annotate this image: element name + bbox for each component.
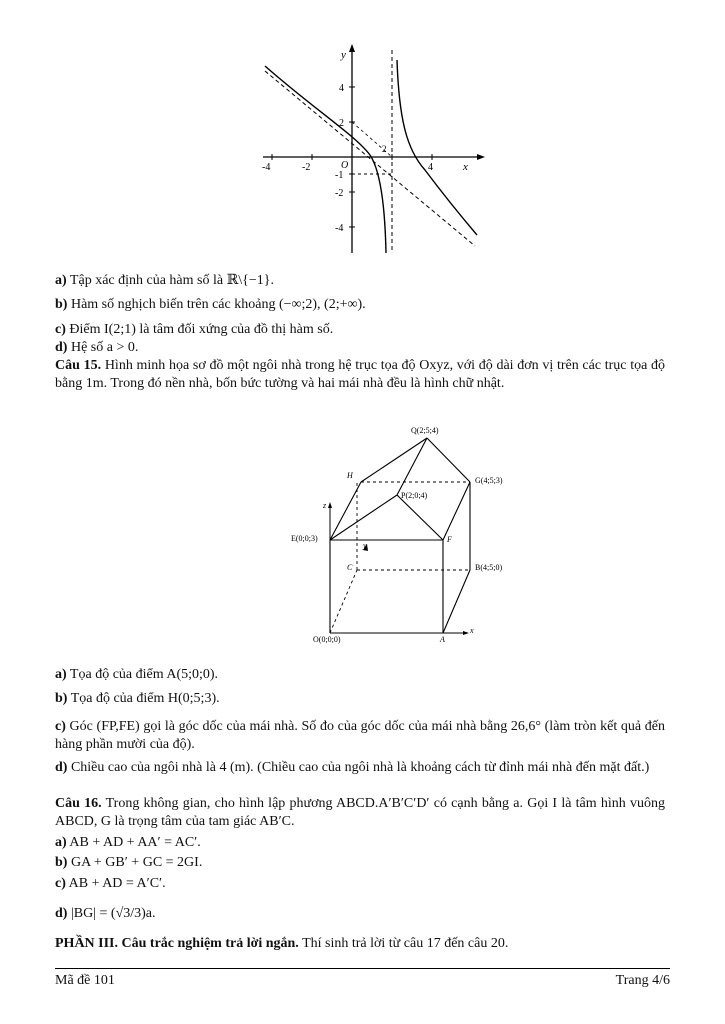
y-tick-4: 4 xyxy=(339,83,344,94)
q16-c-label: c) xyxy=(55,876,66,891)
part3-title: PHẦN III. Câu trắc nghiệm trả lời ngắn. xyxy=(55,936,299,951)
label-G: G(4;5;3) xyxy=(475,476,503,485)
q14-statement-b xyxy=(55,296,665,314)
q15-b-label: b) xyxy=(55,691,68,706)
q16-d-label: d) xyxy=(55,906,68,921)
q16-text: Trong không gian, cho hình lập phương ABCD.A′B′C′D′ có cạnh bằng a. Gọi I là tâm hình vuông ABCD, G là trọng tâm của tam giác AB′C. xyxy=(55,796,665,829)
label-Q: Q(2;5;4) xyxy=(411,426,439,435)
label-z: z xyxy=(323,501,327,510)
label-x: x xyxy=(470,626,474,635)
y-axis-label: y xyxy=(341,49,346,61)
q14-d-label: d) xyxy=(55,340,68,355)
q15-question xyxy=(55,357,665,393)
part3-heading xyxy=(55,935,665,953)
y-tick-m1: -1 xyxy=(335,170,344,181)
q16-title: Câu 16. xyxy=(55,796,102,811)
part3-text: Thí sinh trả lời từ câu 17 đến câu 20. xyxy=(302,936,509,951)
x-tick-m2: -2 xyxy=(302,162,311,173)
q15-c-label: c) xyxy=(55,719,66,734)
q16-a-label: a) xyxy=(55,835,67,850)
q14-b-label: b) xyxy=(55,297,68,312)
label-F: F xyxy=(447,535,452,544)
q16-question xyxy=(55,795,665,831)
q16-statement-a xyxy=(55,834,665,852)
q15-statement-b xyxy=(55,690,665,708)
q15-d-text: Chiều cao của ngôi nhà là 4 (m). (Chiều cao của ngôi nhà là khoảng cách từ đỉnh mái nhà đến mặt đất.) xyxy=(70,760,650,775)
q16-statement-d xyxy=(55,905,665,923)
q15-statement-d xyxy=(55,759,665,777)
q15-b-text: Tọa độ của điểm H(0;5;3). xyxy=(70,691,220,706)
q15-c-text: Góc (FP,FE) gọi là góc dốc của mái nhà. Số đo của góc dốc của mái nhà bằng 26,6° (làm tròn kết quả đến hàng phần mười của độ). xyxy=(55,719,666,752)
x-tick-2-small: 2 xyxy=(382,144,387,154)
q14-c-text: Điểm I(2;1) là tâm đối xứng của đồ thị hàm số. xyxy=(69,322,334,337)
function-graph xyxy=(255,40,485,255)
q16-c-text: AB + AD = A′C′. xyxy=(68,876,166,891)
exam-code: Mã đề 101 xyxy=(55,973,115,988)
q14-c-label: c) xyxy=(55,322,66,337)
page-footer xyxy=(55,968,670,989)
q14-statement-d xyxy=(55,339,665,357)
x-axis-label: x xyxy=(463,161,468,173)
label-C: C xyxy=(347,563,353,572)
q16-statement-c xyxy=(55,875,665,893)
page-number: Trang 4/6 xyxy=(615,973,670,988)
q14-statement-a xyxy=(55,272,665,290)
q14-a-label: a) xyxy=(55,273,67,288)
q16-b-text: GA + GB′ + GC = 2GI. xyxy=(70,855,203,870)
x-tick-m4: -4 xyxy=(262,162,271,173)
q14-statement-c xyxy=(55,321,665,339)
q15-statement-a xyxy=(55,666,665,684)
q15-d-label: d) xyxy=(55,760,68,775)
q16-statement-b xyxy=(55,854,665,872)
q15-a-text: Tọa độ của điểm A(5;0;0). xyxy=(69,667,219,682)
label-E: E(0;0;3) xyxy=(291,534,318,543)
q15-text: Hình minh họa sơ đồ một ngôi nhà trong hệ trục tọa độ Oxyz, với độ dài đơn vị trên các trục tọa độ bằng 1m. Trong đó nền nhà, bốn bức tường và hai mái nhà đều là hình chữ nhật. xyxy=(55,358,666,391)
curve-left-branch xyxy=(265,66,386,253)
y-tick-m4: -4 xyxy=(335,223,344,234)
q14-a-text: Tập xác định của hàm số là ℝ\{−1}. xyxy=(69,273,274,288)
y-tick-m2: -2 xyxy=(335,188,344,199)
q15-a-label: a) xyxy=(55,667,67,682)
label-H: H xyxy=(347,471,353,480)
q15-statement-c xyxy=(55,718,665,754)
label-O: O(0;0;0) xyxy=(313,635,341,644)
y-tick-2: 2 xyxy=(339,118,344,129)
label-y: y xyxy=(363,541,367,550)
q16-b-label: b) xyxy=(55,855,68,870)
q16-d-text: |BG| = (√3/3)a. xyxy=(70,906,156,921)
label-B: B(4;5;0) xyxy=(475,563,503,572)
origin-label: O xyxy=(341,160,349,171)
x-tick-4: 4 xyxy=(428,162,433,173)
q16-a-text: AB + AD + AA′ = AC′. xyxy=(69,835,201,850)
label-P: P(2;0;4) xyxy=(401,491,428,500)
q15-title: Câu 15. xyxy=(55,358,102,373)
label-A: A xyxy=(440,635,445,644)
q14-b-text: Hàm số nghịch biến trên các khoảng (−∞;2), (2;+∞). xyxy=(70,297,366,312)
q14-d-text: Hệ số a > 0. xyxy=(70,340,139,355)
curve-right-branch xyxy=(397,60,477,235)
house-figure xyxy=(285,420,525,645)
